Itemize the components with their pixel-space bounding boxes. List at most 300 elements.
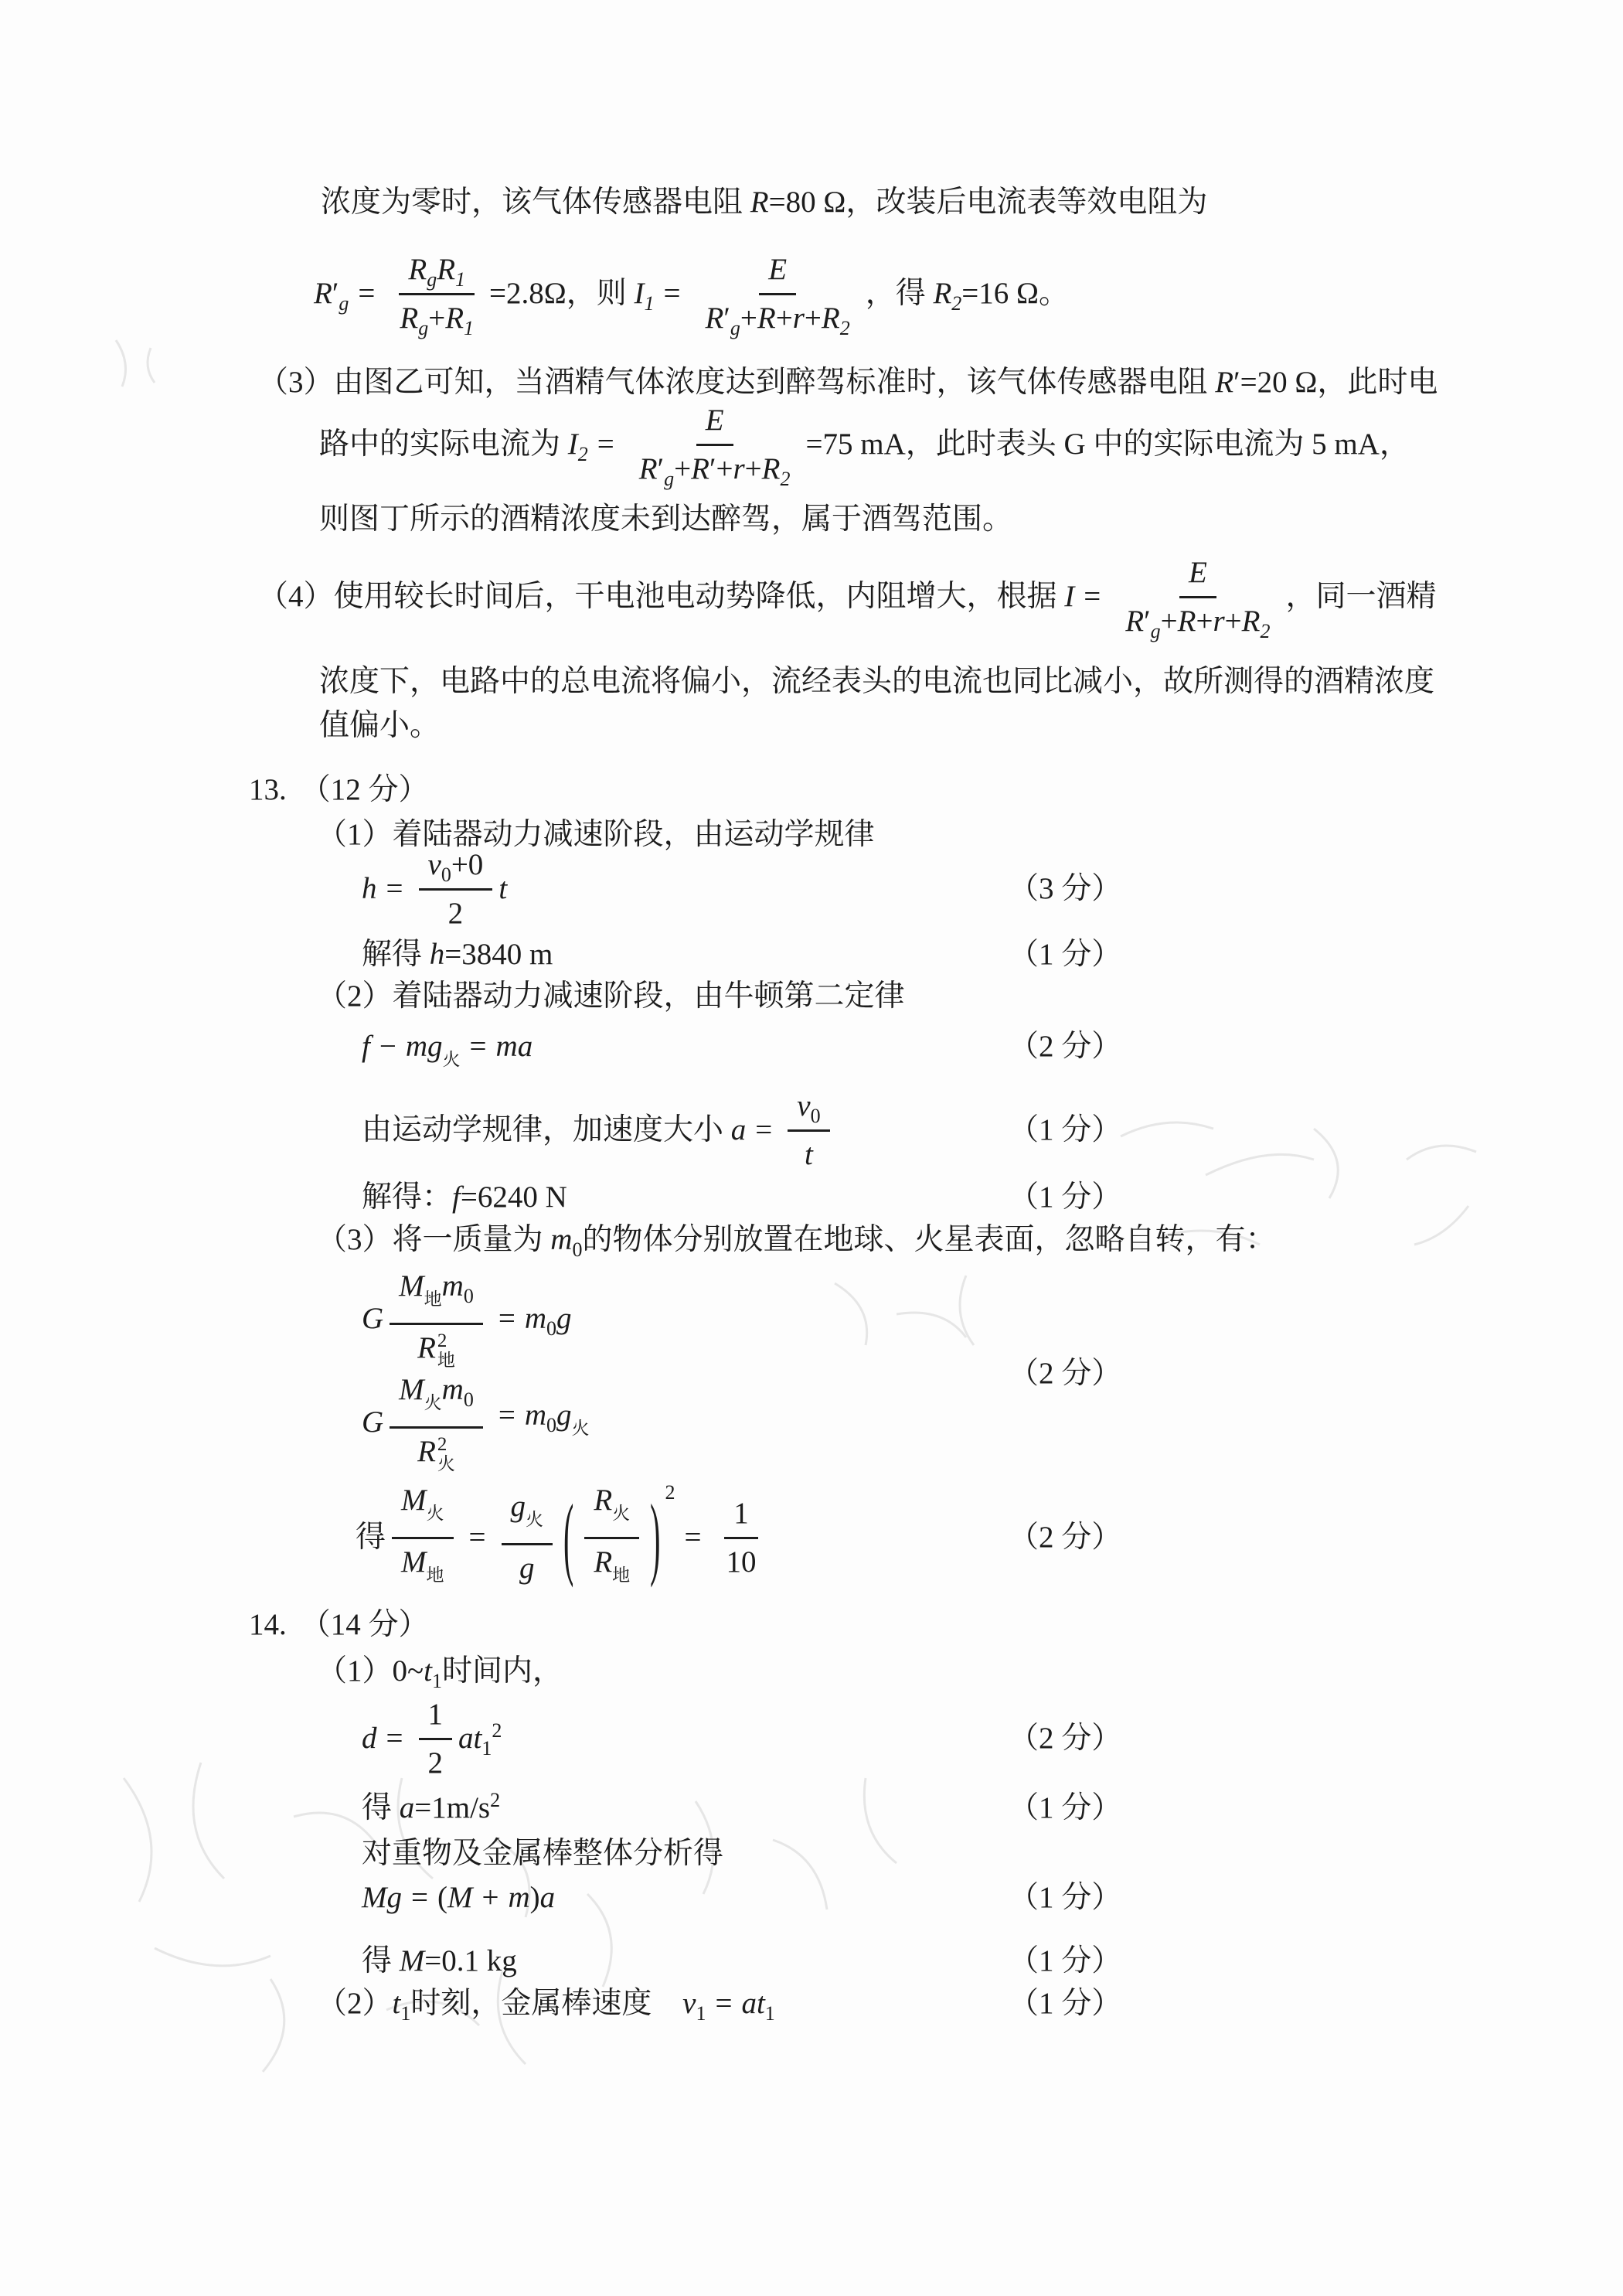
- tok: 2: [577, 442, 588, 465]
- rhs: [489, 1298, 572, 1340]
- formula: [362, 1877, 555, 1919]
- var-a: a: [458, 1722, 474, 1755]
- q12-item3-line3: [0, 499, 1623, 540]
- text-run: 浓度为零时，该气体传感器电阻: [321, 186, 750, 219]
- tok: =: [1084, 580, 1101, 613]
- numerator: [419, 845, 493, 891]
- denominator: [717, 1539, 766, 1582]
- lhs: [362, 1718, 413, 1759]
- question-number: 13.: [249, 773, 287, 806]
- q14-formula-mg: [0, 1877, 1623, 1919]
- formula: [362, 845, 507, 934]
- var-f: f: [362, 1030, 370, 1063]
- tok: +: [775, 301, 793, 335]
- text-line: [319, 499, 1012, 540]
- fraction: [390, 250, 483, 339]
- q13-item2-label: [0, 976, 1623, 1017]
- left-paren: (: [563, 1484, 574, 1589]
- rhs: [498, 868, 507, 910]
- tok: R: [445, 301, 464, 335]
- tok: =: [386, 1722, 403, 1755]
- tok: R: [594, 1483, 613, 1517]
- pre-run: [362, 1109, 781, 1151]
- tok: +: [716, 451, 733, 485]
- tok: =: [498, 1301, 515, 1335]
- tail-run: [866, 273, 1069, 315]
- text-run: 时刻，金属棒速度: [410, 1987, 660, 2020]
- var-I2: I: [567, 428, 578, 461]
- denominator: [795, 1132, 822, 1175]
- tok: R: [400, 301, 419, 335]
- text-run: 浓度下，电路中的总电流将偏小，流经表头的电流也同比减小，故所测得的酒精浓度: [319, 665, 1435, 698]
- tok: 2: [780, 467, 791, 490]
- tok: R: [1177, 604, 1196, 638]
- formula: [362, 1695, 502, 1783]
- text-run: 由运动学规律，加速度大小: [362, 1113, 731, 1146]
- var-a: a: [741, 1987, 757, 2020]
- tok: 2: [951, 291, 962, 315]
- tok: R: [691, 451, 709, 485]
- text-run: 时间内，: [441, 1654, 563, 1688]
- q12-cont-line: [0, 182, 1623, 223]
- tok: ′: [709, 451, 716, 485]
- var-f: f: [452, 1180, 461, 1214]
- q14-solution-a: [0, 1787, 1623, 1829]
- tok: M: [399, 1269, 424, 1303]
- var-a: a: [539, 1881, 556, 1914]
- text-line: [249, 769, 429, 811]
- sub-mars: 火: [571, 1419, 590, 1439]
- formula: [356, 1480, 772, 1596]
- var-I: I: [1064, 580, 1075, 613]
- text-run: （4）使用较长时间后，干电池电动势降低，内阻增大，根据: [258, 580, 1065, 613]
- text-run: 得: [362, 1944, 400, 1977]
- tok: =: [386, 872, 403, 905]
- tok: +0: [451, 847, 484, 881]
- q14-header: [0, 1604, 1623, 1646]
- var-h: h: [429, 938, 445, 971]
- lhs: [362, 1402, 383, 1443]
- var-M: M: [447, 1881, 473, 1914]
- fraction: [1116, 553, 1279, 642]
- fraction: [696, 250, 859, 339]
- tok: 1: [481, 1736, 492, 1759]
- text-run: =80 Ω，改装后电流表等效电阻为: [768, 186, 1208, 219]
- text-line: [362, 934, 553, 976]
- tok: [675, 1517, 711, 1558]
- var-M: M: [362, 1881, 387, 1914]
- text-run: 得: [356, 1521, 386, 1554]
- tok: 2: [490, 1789, 501, 1811]
- tok: =: [469, 1030, 487, 1063]
- tok: R: [705, 301, 724, 335]
- q12-formula-equivalent-resistance: [0, 228, 1623, 359]
- tok: +: [481, 1881, 499, 1914]
- numerator: [584, 1480, 639, 1539]
- sub-mars: 火: [437, 1454, 455, 1474]
- tok: r: [1213, 604, 1225, 638]
- var-R: R: [750, 186, 769, 219]
- tok: g: [730, 316, 740, 339]
- tok: =16 Ω。: [961, 277, 1070, 310]
- tok: R: [1125, 604, 1145, 638]
- tok: −: [379, 1030, 396, 1063]
- text-run: 得: [362, 1791, 400, 1824]
- denominator: [1116, 598, 1279, 642]
- fraction: [788, 1086, 829, 1175]
- var-a: a: [517, 1030, 533, 1063]
- fraction: [502, 1487, 553, 1589]
- formula: [258, 553, 1436, 642]
- mid-run: [489, 273, 689, 315]
- fraction: [419, 845, 493, 934]
- sub-earth: 地: [426, 1565, 444, 1585]
- tok: +: [804, 301, 822, 335]
- text-run: （1）着陆器动力减速阶段，由运动学规律: [317, 818, 875, 851]
- tok: +: [1160, 604, 1178, 638]
- denominator: [392, 1539, 454, 1596]
- fraction: [630, 400, 800, 489]
- tok: [460, 1517, 495, 1558]
- denominator: [390, 295, 483, 339]
- tok: (: [437, 1881, 447, 1914]
- exponent: 2: [665, 1481, 675, 1504]
- var-G: G: [362, 1405, 384, 1439]
- tok: 0: [441, 863, 451, 886]
- tok: 0: [463, 1284, 474, 1307]
- q12-item3-formula-line: [0, 383, 1623, 506]
- tok: 2: [447, 896, 464, 930]
- denominator: [419, 1740, 453, 1783]
- var-M: M: [399, 1944, 425, 1977]
- var-t1: t: [392, 1987, 401, 2020]
- tok: v: [427, 847, 441, 881]
- text-run: =20 Ω，此时电: [1240, 366, 1438, 399]
- var-R2: R: [933, 277, 952, 310]
- sub-earth: 地: [437, 1351, 455, 1371]
- tok: R: [761, 451, 781, 485]
- var-E: E: [768, 252, 788, 286]
- sub-mars: 火: [442, 1050, 461, 1069]
- numerator: [696, 400, 733, 446]
- numerator: [392, 1480, 454, 1539]
- score-mark: （1 分）: [1009, 938, 1122, 971]
- text-run: =0.1 kg: [424, 1944, 517, 1977]
- numerator: [399, 250, 475, 295]
- text-run: （3）由图乙可知，当酒精气体浓度达到醉驾标准时，该气体传感器电阻: [258, 366, 1216, 399]
- tok: R: [757, 301, 776, 335]
- lhs: [362, 868, 413, 910]
- text-run: （2）: [317, 1987, 393, 2020]
- formula: [319, 400, 1410, 489]
- tok: ′: [1233, 366, 1240, 399]
- q14-solution-M: [0, 1940, 1623, 1982]
- pre-run: [356, 1517, 386, 1558]
- q13-formula-acceleration: [0, 1072, 1623, 1188]
- var-a: a: [730, 1113, 747, 1146]
- tok: ): [529, 1881, 540, 1914]
- q13-solution-h: [0, 934, 1623, 976]
- sub-earth: 地: [612, 1565, 631, 1585]
- sub-mars: 火: [424, 1392, 442, 1412]
- text-run: （1）0~: [317, 1654, 424, 1688]
- tok: t: [805, 1137, 813, 1171]
- var-m: m: [405, 1030, 428, 1063]
- tok: g: [519, 1552, 535, 1585]
- tok: =: [684, 1521, 702, 1554]
- tok: 1: [431, 1669, 442, 1692]
- text-line: [362, 1177, 567, 1218]
- score-mark: （2 分）: [1009, 1357, 1122, 1390]
- tok: 0: [546, 1317, 557, 1340]
- var-a: a: [399, 1791, 415, 1824]
- tok: =2.8Ω，则: [489, 277, 635, 310]
- numerator: [759, 250, 796, 295]
- tok: 1: [400, 2001, 411, 2025]
- tok: 1: [696, 2001, 706, 2025]
- var-m: m: [508, 1881, 530, 1914]
- tok: +: [740, 301, 757, 335]
- var-R-prime: R: [1215, 366, 1234, 399]
- var-m0: m: [524, 1301, 547, 1335]
- tok: 0: [810, 1104, 821, 1127]
- tok: =: [468, 1521, 486, 1554]
- text-line: [362, 1940, 517, 1982]
- formula: [362, 1086, 836, 1175]
- formula: [362, 1370, 590, 1475]
- tok: ′: [657, 451, 665, 485]
- lhs-Rg-prime: [314, 273, 384, 315]
- tok: ′: [1144, 604, 1151, 638]
- q14-analysis-note: [0, 1833, 1623, 1875]
- text-run: =6240 N: [460, 1180, 567, 1214]
- rhs: [458, 1718, 502, 1759]
- text-line: [321, 182, 1207, 223]
- tok: R: [594, 1545, 613, 1579]
- lhs: [362, 1298, 383, 1340]
- tok: M: [401, 1483, 427, 1517]
- tok: R: [638, 451, 658, 485]
- tok: g: [664, 467, 675, 490]
- score-mark: （2 分）: [1009, 1722, 1122, 1755]
- formula: [314, 250, 1069, 339]
- var-t1: t: [756, 1987, 765, 2020]
- numerator: [1179, 553, 1216, 598]
- tok: =: [715, 1987, 733, 2020]
- tok: r: [792, 301, 805, 335]
- tok: v: [797, 1088, 811, 1122]
- text-run: 值偏小。: [319, 709, 441, 742]
- var-G: G: [362, 1301, 384, 1335]
- score-mark: （1 分）: [1009, 1944, 1122, 1977]
- text-line: [362, 1787, 500, 1829]
- pre-run: [258, 576, 1110, 618]
- tok: g: [339, 291, 349, 315]
- tok: R: [417, 1434, 436, 1468]
- q14-formula-distance: [0, 1677, 1623, 1800]
- tok: m: [441, 1372, 464, 1406]
- var-h: h: [362, 872, 377, 905]
- tok: 2: [427, 1746, 443, 1780]
- var-m0: m: [550, 1223, 573, 1256]
- var-t1: t: [473, 1722, 482, 1755]
- tok: g: [418, 316, 429, 339]
- text-run: =3840 m: [444, 938, 553, 971]
- question-points: （12 分）: [300, 773, 429, 806]
- tok: 1: [455, 267, 466, 291]
- q13-header: [0, 769, 1623, 811]
- tok: +: [1196, 604, 1213, 638]
- var-t1: t: [424, 1654, 432, 1688]
- var-E: E: [1188, 555, 1207, 589]
- text-line: [362, 1833, 723, 1875]
- denominator: [510, 1545, 544, 1589]
- denominator: [696, 295, 859, 339]
- sub-mars: 火: [526, 1510, 544, 1529]
- numerator: [419, 1695, 453, 1740]
- numerator: [502, 1487, 553, 1545]
- tok: +: [1224, 604, 1242, 638]
- tok: 2: [437, 1330, 447, 1352]
- tok: R: [1241, 604, 1261, 638]
- fraction: [419, 1695, 453, 1783]
- text-line: [319, 705, 440, 747]
- tok: 1: [733, 1496, 749, 1530]
- text-line: [249, 1604, 429, 1646]
- tok: =: [663, 277, 681, 310]
- tok: 2: [1260, 619, 1271, 642]
- text-run: 解得: [362, 938, 430, 971]
- fraction: [584, 1480, 639, 1596]
- tok: +: [674, 451, 692, 485]
- text-line: [319, 661, 1434, 703]
- text-run: =75 mA，此时表头 G 中的实际电流为 5 mA，: [805, 428, 1410, 461]
- var-d: d: [362, 1722, 377, 1755]
- tok: 2: [492, 1719, 502, 1742]
- tok: =: [755, 1113, 773, 1146]
- tok: =: [498, 1398, 515, 1432]
- score-mark: （2 分）: [1009, 1521, 1122, 1554]
- var-g: g: [386, 1881, 402, 1914]
- var-m0: m: [524, 1398, 547, 1432]
- q12-item4-line1: [0, 535, 1623, 659]
- var-v1: v: [682, 1987, 696, 2020]
- tok: =: [358, 277, 376, 310]
- tok: ′: [332, 277, 339, 310]
- tok: R: [437, 252, 456, 286]
- var-m: m: [495, 1030, 518, 1063]
- text-run: 路中的实际电流为: [319, 428, 568, 461]
- numerator: [390, 1266, 483, 1325]
- denominator: [439, 891, 473, 934]
- var-g: g: [556, 1398, 572, 1432]
- rhs: [489, 1395, 590, 1449]
- text-run: 的物体分别放置在地球、火星表面，忽略自转，有：: [582, 1223, 1276, 1256]
- var-t: t: [498, 872, 508, 905]
- var-E: E: [705, 403, 724, 437]
- text-run: （3）将一质量为: [317, 1223, 551, 1256]
- tok: ′: [723, 301, 730, 335]
- tok: R: [417, 1330, 436, 1364]
- var-g: g: [556, 1301, 572, 1335]
- tok: +: [428, 301, 446, 335]
- fraction: [717, 1494, 766, 1582]
- q12-item4-line3: [0, 705, 1623, 747]
- q13-solution-f: [0, 1177, 1623, 1218]
- numerator: [390, 1370, 483, 1429]
- pre-run: [319, 424, 624, 465]
- tok: R: [314, 277, 332, 310]
- tok: 1: [464, 316, 475, 339]
- tok: 0: [546, 1414, 557, 1437]
- text-run: 则图丁所示的酒精浓度未到达醉驾，属于酒驾范围。: [319, 502, 1013, 536]
- tok: 1: [764, 2001, 775, 2025]
- post-run: [1285, 576, 1436, 618]
- post-run: [806, 424, 1410, 465]
- numerator: [724, 1494, 758, 1539]
- right-paren: ): [650, 1484, 661, 1589]
- tok: 0: [463, 1388, 474, 1411]
- sub-mars: 火: [426, 1503, 444, 1523]
- tok: M: [401, 1545, 427, 1579]
- sub-earth: 地: [424, 1289, 442, 1309]
- tok: =: [597, 428, 614, 461]
- tok: M: [399, 1372, 424, 1406]
- tok: 1: [427, 1697, 443, 1731]
- tok: g: [510, 1490, 526, 1523]
- score-mark: （1 分）: [1009, 1791, 1122, 1824]
- var-I1: I: [634, 277, 645, 310]
- tok: 2: [839, 316, 850, 339]
- fraction: [390, 1370, 483, 1475]
- tok: 0: [572, 1238, 583, 1261]
- score-mark: （1 分）: [1009, 1180, 1122, 1214]
- q13-formula-mass-ratio: [0, 1460, 1623, 1615]
- text-line: [317, 1983, 775, 2025]
- var-g: g: [427, 1030, 443, 1063]
- tok: R: [821, 301, 840, 335]
- text-run: 解得：: [362, 1180, 453, 1214]
- text-run: ，同一酒精: [1285, 580, 1437, 613]
- tok: m: [441, 1269, 464, 1303]
- text-run: =1m/s: [414, 1791, 491, 1824]
- denominator: [630, 446, 800, 489]
- text-line: [317, 976, 905, 1017]
- text-run: 对重物及金属棒整体分析得: [362, 1837, 724, 1870]
- tok: =: [411, 1881, 428, 1914]
- denominator: [584, 1539, 639, 1596]
- fraction: [392, 1480, 454, 1596]
- tok: R: [408, 252, 427, 286]
- score-mark: （1 分）: [1009, 1113, 1122, 1146]
- question-number: 14.: [249, 1608, 287, 1641]
- score-mark: （3 分）: [1009, 872, 1122, 905]
- score-mark: （1 分）: [1009, 1987, 1122, 2020]
- question-points: （14 分）: [300, 1608, 429, 1641]
- tok: +: [744, 451, 762, 485]
- numerator: [788, 1086, 829, 1132]
- score-mark: （2 分）: [1009, 1030, 1122, 1063]
- tok: g: [427, 267, 437, 291]
- tok: g: [1150, 619, 1161, 642]
- text-run: （2）着陆器动力减速阶段，由牛顿第二定律: [317, 979, 905, 1013]
- tok: ，得: [865, 277, 934, 310]
- tok: r: [733, 451, 745, 485]
- tok: 10: [726, 1545, 757, 1579]
- tok: 1: [644, 291, 655, 315]
- q12-item4-line2: [0, 661, 1623, 703]
- q14-item2-line: [0, 1983, 1623, 2025]
